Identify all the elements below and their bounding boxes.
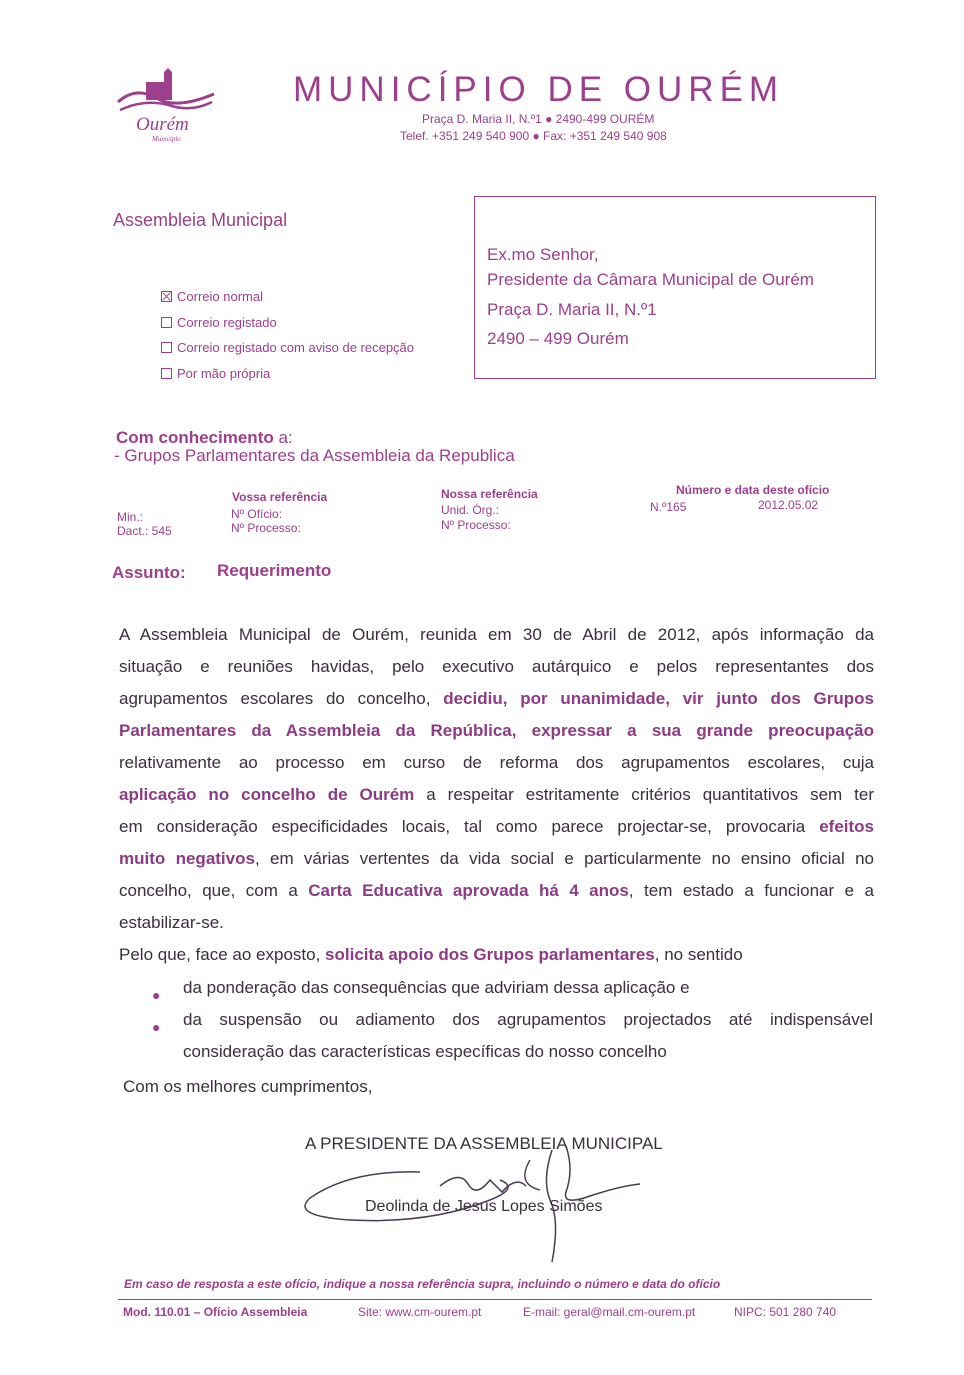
bullet-glyph: ● [152, 987, 161, 1003]
delivery-option-label: Correio normal [177, 289, 263, 304]
body-text: concelho, que, com a [119, 881, 309, 900]
bullet-item: da suspensão ou adiamento dos agrupamentos projectados até indispensável [183, 1010, 873, 1029]
body-text: , tem estado a funcionar e a [628, 881, 874, 900]
bullet-item: da ponderação das consequências que adviriam dessa aplicação e [183, 978, 690, 997]
ref-vossa-processo: Nº Processo: [231, 521, 301, 535]
subject-label: Assunto: [112, 563, 186, 582]
recipient-line: Praça D. Maria II, N.º1 [487, 300, 657, 319]
recipient-line: 2490 – 499 Ourém [487, 329, 629, 348]
recipient-line: Presidente da Câmara Municipal de Ourém [487, 270, 814, 289]
reply-note: Em caso de resposta a este ofício, indique a nossa referência supra, incluindo o número e data do ofício [124, 1277, 721, 1291]
delivery-option [161, 315, 277, 330]
cc-recipient: - Grupos Parlamentares da Assembleia da Republica [114, 446, 515, 465]
closing: Com os melhores cumprimentos, [123, 1077, 373, 1096]
body-line [119, 945, 874, 965]
body-emphasis: Parlamentares da Assembleia da República, expressar a sua grande preocupação [119, 721, 874, 740]
delivery-option [161, 340, 414, 355]
body-text: a respeitar estritamente critérios quantitativos sem ter [414, 785, 874, 804]
ref-data: 2012.05.02 [758, 498, 819, 512]
body-emphasis: Carta Educativa aprovada há 4 anos [308, 881, 629, 900]
body-text: Pelo que, face ao exposto, [119, 945, 326, 964]
delivery-option [161, 289, 263, 304]
body-line [119, 849, 874, 869]
body-text: , em várias vertentes da vida social e particularmente no ensino oficial no [254, 849, 874, 868]
bullet-glyph: ● [152, 1019, 161, 1035]
ref-min: Min.: [117, 510, 144, 524]
body-text: A Assembleia Municipal de Ourém, reunida em 30 de Abril de 2012, após informação da [119, 625, 874, 644]
ref-nossa-processo: Nº Processo: [441, 518, 511, 532]
body-emphasis: efeitos [819, 817, 874, 836]
footer-model: Mod. 110.01 – Ofício Assembleia [123, 1305, 308, 1319]
logo-subtitle: Município [152, 135, 181, 143]
bullet-item-continuation: consideração das características específicas do nosso concelho [183, 1042, 667, 1061]
ref-vossa-title: Vossa referência [232, 490, 328, 504]
checkbox-icon [161, 317, 172, 328]
body-text: estabilizar-se. [119, 913, 224, 932]
cc-label-bold: Com conhecimento [116, 428, 274, 447]
body-line [119, 657, 874, 677]
body-emphasis: muito negativos [119, 849, 255, 868]
recipient-line: Ex.mo Senhor, [487, 245, 599, 264]
footer-divider [118, 1299, 872, 1300]
body-line [119, 881, 874, 901]
body-line [119, 913, 874, 933]
body-line [119, 689, 874, 709]
body-emphasis: aplicação no concelho de Ourém [119, 785, 415, 804]
body-emphasis: decidiu, por unanimidade, vir junto dos Grupos [443, 689, 874, 708]
signatory-role: A PRESIDENTE DA ASSEMBLEIA MUNICIPAL [305, 1134, 663, 1153]
footer-email: E-mail: geral@mail.cm-ourem.pt [523, 1305, 696, 1319]
body-emphasis: solicita apoio dos Grupos parlamentares [325, 945, 655, 964]
ref-numero: N.º165 [650, 500, 687, 514]
body-line [119, 721, 874, 741]
sender-department: Assembleia Municipal [113, 210, 288, 230]
footer-nipc: NIPC: 501 280 740 [734, 1305, 837, 1319]
signatory-name: Deolinda de Jesus Lopes Simões [365, 1198, 603, 1215]
ref-nossa-unid: Unid. Órg.: [441, 503, 500, 517]
body-text: em consideração especificidades locais, tal como parece projectar-se, provocaria [119, 817, 820, 836]
delivery-option-label: Por mão própria [177, 366, 271, 381]
ref-dact: Dact.: 545 [117, 524, 172, 538]
letterhead-title: MUNICÍPIO DE OURÉM [293, 70, 785, 109]
checkbox-icon [161, 291, 172, 302]
ref-vossa-oficio: Nº Ofício: [231, 507, 283, 521]
body-line [119, 625, 874, 645]
delivery-option-label: Correio registado com aviso de recepção [177, 340, 415, 355]
checkbox-icon [161, 342, 172, 353]
logo-wordmark: Ourém [136, 114, 189, 135]
body-text: agrupamentos escolares do concelho, [119, 689, 444, 708]
cc-label [116, 428, 293, 448]
body-line [119, 785, 874, 805]
footer-site: Site: www.cm-ourem.pt [358, 1305, 482, 1319]
cc-label-rest: a: [273, 428, 293, 447]
ref-numero-title: Número e data deste ofício [676, 483, 830, 497]
body-line [119, 817, 874, 837]
body-text: situação e reuniões havidas, pelo executivo autárquico e pelos representantes dos [119, 657, 874, 676]
checkbox-icon [161, 368, 172, 379]
delivery-option [161, 366, 270, 381]
ref-nossa-title: Nossa referência [441, 487, 538, 501]
subject-value: Requerimento [217, 561, 332, 580]
body-line [119, 753, 874, 773]
body-text: , no sentido [654, 945, 743, 964]
delivery-option-label: Correio registado [177, 315, 277, 330]
letterhead-phone: Telef. +351 249 540 900 ● Fax: +351 249 540 908 [400, 129, 667, 143]
letterhead-address: Praça D. Maria II, N.º1 ● 2490-499 OURÉM [422, 112, 655, 126]
body-text: relativamente ao processo em curso de reforma dos agrupamentos escolares, cuja [119, 753, 874, 772]
